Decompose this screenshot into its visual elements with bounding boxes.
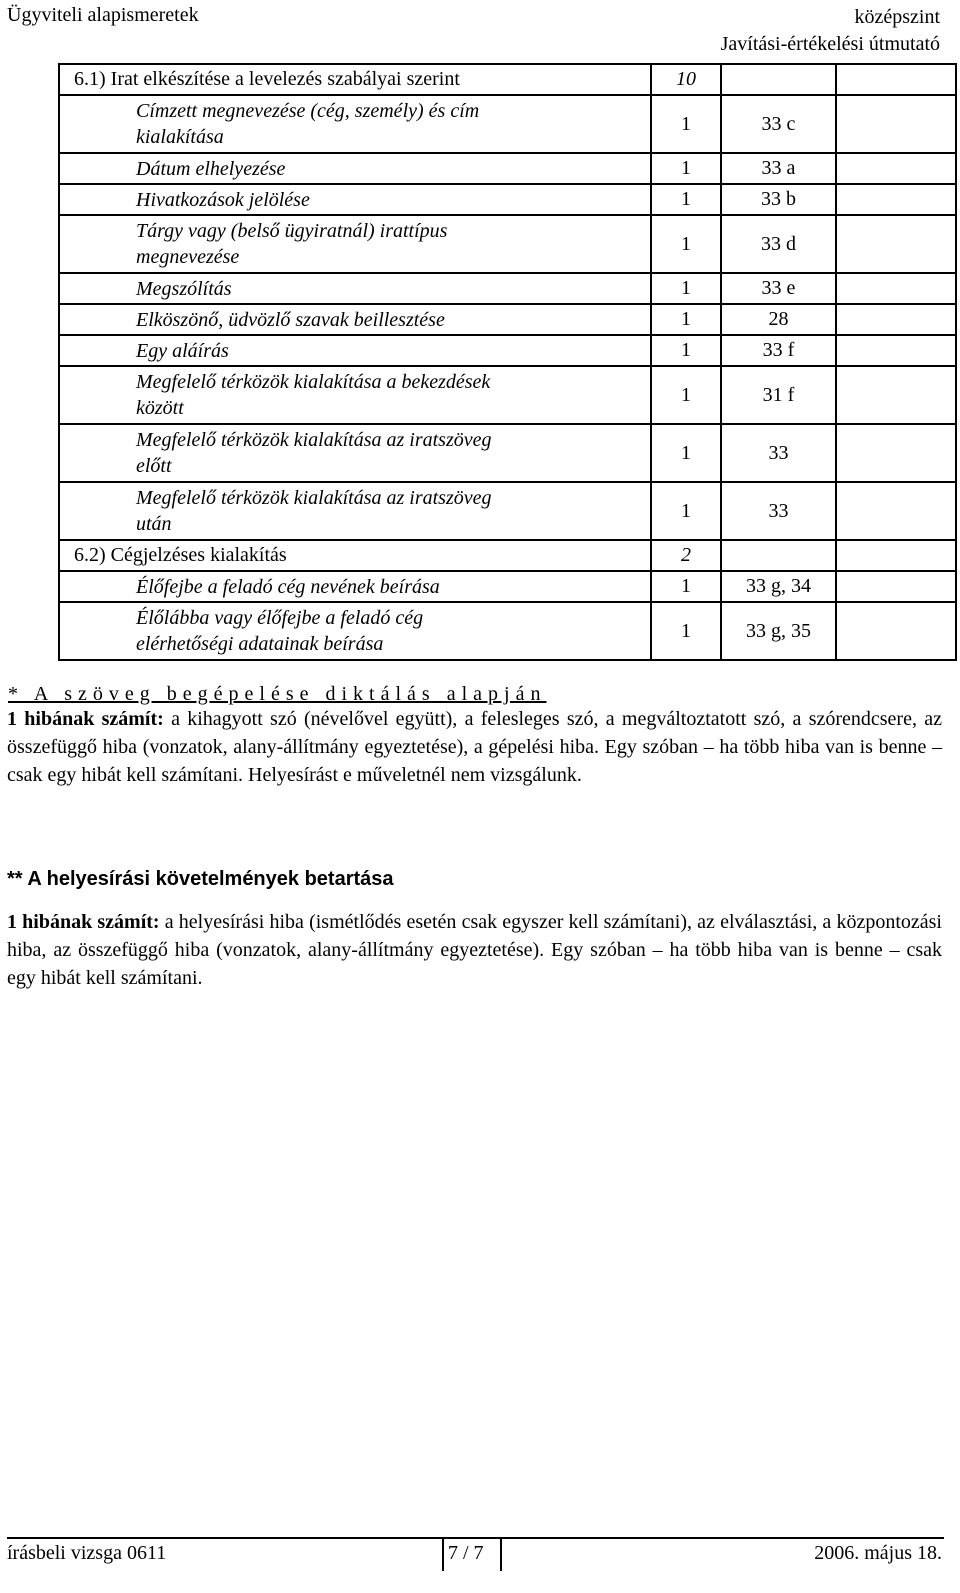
criterion-score-cell [836, 153, 956, 184]
table-row [59, 366, 956, 424]
criterion-label [59, 273, 651, 304]
footer-separator [442, 1539, 444, 1571]
criterion-reference: 33 [721, 482, 836, 540]
criterion-score-cell [836, 335, 956, 366]
criterion-label-line1: Elköszönő, üdvözlő szavak beillesztése [136, 308, 445, 331]
criterion-label-line1: Megszólítás [136, 277, 232, 300]
note2-bold: 1 hibának számít: [7, 911, 160, 933]
table-row [59, 482, 956, 540]
criterion-label [59, 602, 651, 660]
table-row [59, 602, 956, 660]
criterion-points: 1 [651, 215, 721, 273]
criterion-score-cell [836, 95, 956, 153]
criterion-label [59, 482, 651, 540]
section-points: 10 [651, 64, 721, 95]
criterion-label-line1: Tárgy vagy (belső ügyiratnál) irattípus [136, 220, 448, 242]
criterion-score-cell [836, 304, 956, 335]
table-row [59, 215, 956, 273]
criterion-label [59, 215, 651, 273]
header-level-line1: középszint [854, 6, 940, 28]
criterion-score-cell [836, 482, 956, 540]
criterion-label-line1: Élőfejbe a feladó cég nevének beírása [136, 575, 440, 598]
criterion-reference: 33 g, 34 [721, 571, 836, 602]
criterion-points: 1 [651, 304, 721, 335]
footer-page: 7 / 7 [448, 1542, 484, 1564]
criterion-reference: 33 [721, 424, 836, 482]
criterion-label-line2: megnevezése [136, 246, 240, 268]
note1-paragraph [7, 705, 942, 789]
table-row [59, 571, 956, 602]
criterion-label-line1: Dátum elhelyezése [136, 157, 286, 180]
criterion-points: 1 [651, 335, 721, 366]
criterion-reference: 33 f [721, 335, 836, 366]
footer-date: 2006. május 18. [814, 1542, 942, 1564]
criterion-score-cell [836, 602, 956, 660]
criterion-reference: 33 c [721, 95, 836, 153]
criterion-label-line2: után [136, 513, 172, 535]
criterion-label [59, 304, 651, 335]
section-ref-empty [721, 540, 836, 571]
criterion-reference: 28 [721, 304, 836, 335]
section-ref-empty [721, 64, 836, 95]
header-subject: Ügyviteli alapismeretek [7, 4, 199, 26]
criterion-points: 1 [651, 153, 721, 184]
section-blank [836, 64, 956, 95]
criterion-points: 1 [651, 424, 721, 482]
criterion-label-line2: kialakítása [136, 126, 224, 148]
criterion-score-cell [836, 184, 956, 215]
note1-title: * A szöveg begépelése diktálás alapján [8, 683, 547, 705]
note1-text: a kihagyott szó (névelővel együtt), a felesleges szó, a megváltoztatott szó, a szórendcsere, az összefüggő hiba (vonzatok, alany-állítmány egyeztetése), a gépelési hiba. Egy szóban – ha több hiba van is benne – csak egy hibát kell számítani. Helyesírást e műveletnél nem vizsgálunk. [7, 708, 942, 786]
section-blank [836, 540, 956, 571]
table-row [59, 424, 956, 482]
criterion-score-cell [836, 215, 956, 273]
note1-bold: 1 hibának számít: [7, 708, 164, 730]
criterion-score-cell [836, 424, 956, 482]
section-title: 6.2) Cégjelzéses kialakítás [59, 540, 651, 571]
footer-rule [7, 1537, 944, 1539]
criterion-reference: 33 e [721, 273, 836, 304]
criterion-label-line2: előtt [136, 455, 172, 477]
section-header-row [59, 64, 956, 95]
section-title: 6.1) Irat elkészítése a levelezés szabályai szerint [59, 64, 651, 95]
table-row [59, 153, 956, 184]
criterion-points: 1 [651, 482, 721, 540]
criterion-points: 1 [651, 95, 721, 153]
criterion-label-line1: Egy aláírás [136, 339, 229, 362]
criterion-label-line1: Hivatkozások jelölése [136, 188, 310, 211]
criterion-label-line2: között [136, 397, 184, 419]
criterion-score-cell [836, 273, 956, 304]
criterion-label-line2: elérhetőségi adatainak beírása [136, 633, 384, 655]
criterion-reference: 33 b [721, 184, 836, 215]
table-row [59, 95, 956, 153]
criterion-label [59, 184, 651, 215]
criterion-score-cell [836, 366, 956, 424]
table-row [59, 184, 956, 215]
criterion-points: 1 [651, 184, 721, 215]
grading-table [58, 63, 957, 661]
table-row [59, 304, 956, 335]
criterion-label-line1: Megfelelő térközök kialakítása az iratszöveg [136, 487, 492, 509]
criterion-label [59, 424, 651, 482]
criterion-label-line1: Megfelelő térközök kialakítása az iratszöveg [136, 429, 492, 451]
criterion-label [59, 95, 651, 153]
criterion-label [59, 153, 651, 184]
criterion-label [59, 366, 651, 424]
criterion-label-line1: Élőlábba vagy élőfejbe a feladó cég [136, 607, 424, 629]
header-level-line2: Javítási-értékelési útmutató [720, 33, 940, 55]
footer-exam: írásbeli vizsga 0611 [7, 1542, 167, 1564]
criterion-label [59, 571, 651, 602]
criterion-label-line1: Megfelelő térközök kialakítása a bekezdések [136, 371, 491, 393]
note2-title: ** A helyesírási követelmények betartása [7, 868, 394, 890]
section-points: 2 [651, 540, 721, 571]
note2-paragraph [7, 908, 942, 992]
criterion-points: 1 [651, 602, 721, 660]
section-header-row [59, 540, 956, 571]
criterion-reference: 33 g, 35 [721, 602, 836, 660]
criterion-score-cell [836, 571, 956, 602]
criterion-points: 1 [651, 571, 721, 602]
table-row [59, 335, 956, 366]
table-row [59, 273, 956, 304]
criterion-reference: 33 d [721, 215, 836, 273]
criterion-points: 1 [651, 273, 721, 304]
criterion-points: 1 [651, 366, 721, 424]
header-level [721, 4, 940, 58]
note2-text: a helyesírási hiba (ismétlődés esetén csak egyszer kell számítani), az elválasztási, a központozási hiba, az összefüggő hiba (vonzatok, alany-állítmány egyeztetése). Egy szóban – ha több hiba van is benne – csak egy hibát kell számítani. [7, 911, 942, 989]
criterion-reference: 33 a [721, 153, 836, 184]
footer-separator [500, 1539, 502, 1571]
criterion-reference: 31 f [721, 366, 836, 424]
criterion-label [59, 335, 651, 366]
criterion-label-line1: Címzett megnevezése (cég, személy) és cím [136, 100, 480, 122]
